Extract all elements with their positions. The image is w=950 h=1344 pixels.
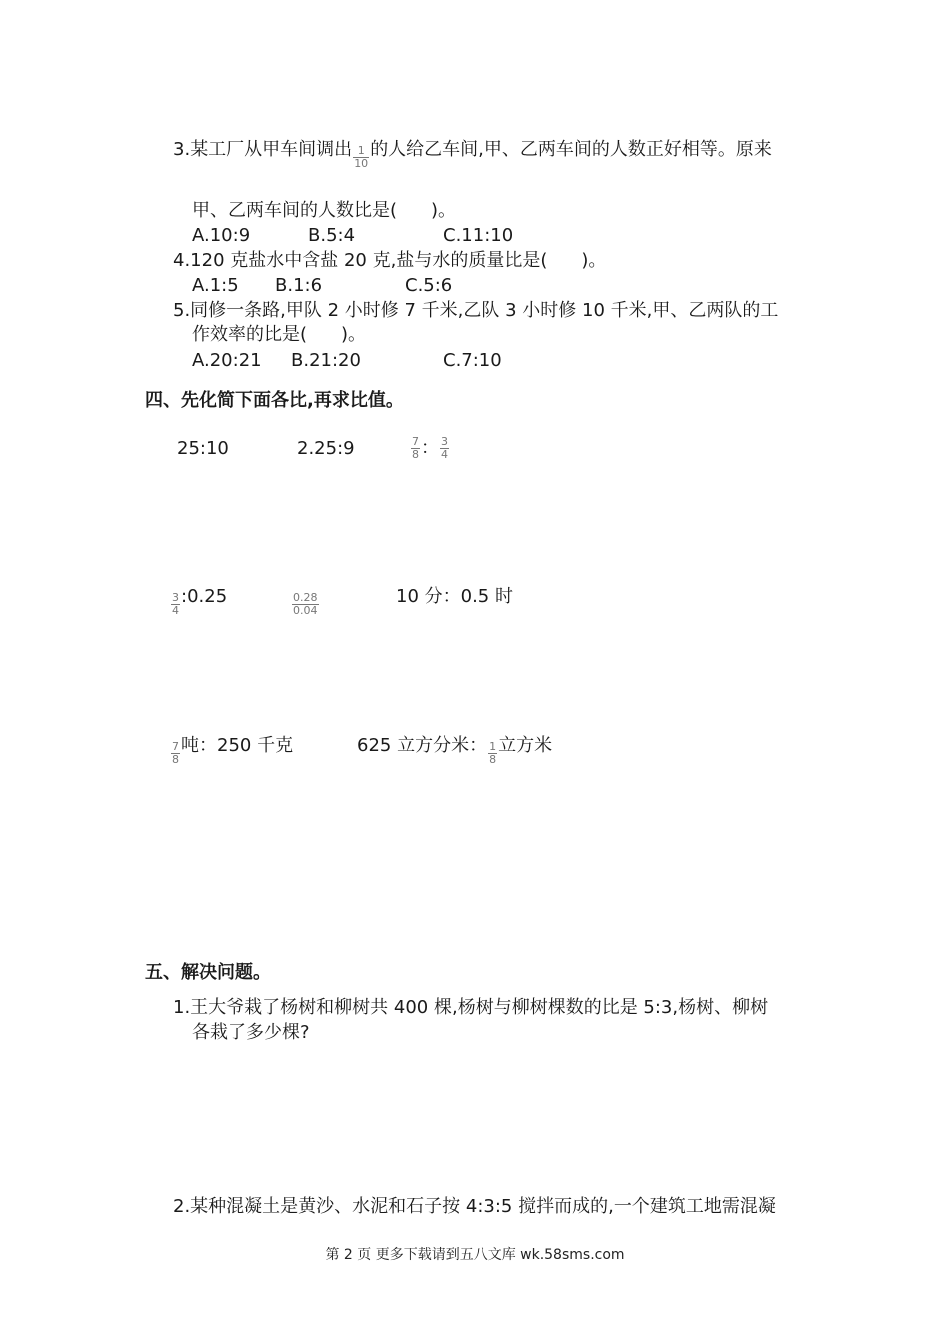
q4-text-pre: 4.120 克盐水中含盐 20 克,盐与水的质量比是( <box>173 250 548 271</box>
q3-line2-pre: 甲、乙两车间的人数比是( <box>192 200 398 221</box>
ratio-0-28-0-04 <box>291 585 320 617</box>
denominator: 0.04 <box>293 604 318 617</box>
q3-option-c: C.11:10 <box>443 225 514 246</box>
ratio-7-8-ton-250kg <box>170 734 293 766</box>
denominator: 4 <box>441 448 448 461</box>
q3-text-pre: 某工厂从甲车间调出 <box>190 139 353 160</box>
q5-option-c: C.7:10 <box>443 350 502 371</box>
section4-heading: 四、先化简下面各比,再求比值。 <box>145 390 404 411</box>
fraction-3-4 <box>440 436 449 461</box>
denominator: 4 <box>172 604 179 617</box>
ratio-2-25-9: 2.25:9 <box>297 438 355 459</box>
problem2-line1: 2.某种混凝土是黄沙、水泥和石子按 4:3:5 搅拌而成的,一个建筑工地需混凝 <box>173 1196 776 1217</box>
q4-text <box>173 249 606 273</box>
q3-option-a: A.10:9 <box>192 225 251 246</box>
q3-line2-post: )。 <box>431 200 457 221</box>
q5-line2 <box>192 323 366 347</box>
fraction-1-8 <box>488 741 497 766</box>
q5-option-a: A.20:21 <box>192 350 262 371</box>
numerator: 0.28 <box>293 591 318 604</box>
numerator: 3 <box>441 435 448 448</box>
ratio-rest: 吨：250 千克 <box>181 735 294 756</box>
fraction-0-28-0-04 <box>292 592 319 617</box>
q3-text-post: 的人给乙车间,甲、乙两车间的人数正好相等。原来 <box>370 139 772 160</box>
q5-line2-post: )。 <box>341 324 367 345</box>
q3-line1 <box>173 138 772 170</box>
q4-option-a: A.1:5 <box>192 275 239 296</box>
q5-line2-pre: 作效率的比是( <box>192 324 308 345</box>
ratio-unit: 立方米 <box>498 735 553 756</box>
problem1-line1: 1.王大爷栽了杨树和柳树共 400 棵,杨树与柳树棵数的比是 5:3,杨树、柳树 <box>173 997 769 1018</box>
ratio-10min-0-5h: 10 分：0.5 时 <box>396 586 513 607</box>
ratio-colon: ： <box>421 437 439 459</box>
q3-option-b: B.5:4 <box>308 225 356 246</box>
section5-heading: 五、解决问题。 <box>145 962 271 983</box>
numerator: 7 <box>412 435 419 448</box>
fraction-3-4 <box>171 592 180 617</box>
ratio-first: 625 立方分米： <box>357 735 488 756</box>
numerator: 7 <box>172 740 179 753</box>
ratio-625dm3-1-8m3 <box>357 734 552 766</box>
q3-line2 <box>192 199 456 223</box>
ratio-3-4-0-25 <box>170 585 227 617</box>
ratio-fraction-7-8-3-4 <box>410 436 450 461</box>
problem1-line2: 各栽了多少棵? <box>192 1022 310 1043</box>
q4-option-c: C.5:6 <box>405 275 453 296</box>
ratio-rest: :0.25 <box>181 586 228 607</box>
denominator: 8 <box>412 448 419 461</box>
q3-fraction-numerator: 1 <box>353 145 369 158</box>
numerator: 3 <box>172 591 179 604</box>
q3-fraction-denominator: 10 <box>354 157 369 170</box>
ratio-25-10: 25:10 <box>177 438 229 459</box>
q4-text-post: )。 <box>581 250 607 271</box>
q5-line1: 5.同修一条路,甲队 2 小时修 7 千米,乙队 3 小时修 10 千米,甲、乙两队的工 <box>173 300 779 321</box>
page-footer: 第 2 页 更多下载请到五八文库 wk.58sms.com <box>325 1247 625 1263</box>
numerator: 1 <box>489 740 497 753</box>
fraction-7-8 <box>171 741 180 766</box>
denominator: 8 <box>489 753 497 766</box>
q5-option-b: B.21:20 <box>291 350 361 371</box>
q3-number: 3. <box>173 139 191 160</box>
q4-option-b: B.1:6 <box>275 275 323 296</box>
denominator: 8 <box>172 753 179 766</box>
q3-fraction <box>353 145 369 170</box>
fraction-7-8 <box>411 436 420 461</box>
